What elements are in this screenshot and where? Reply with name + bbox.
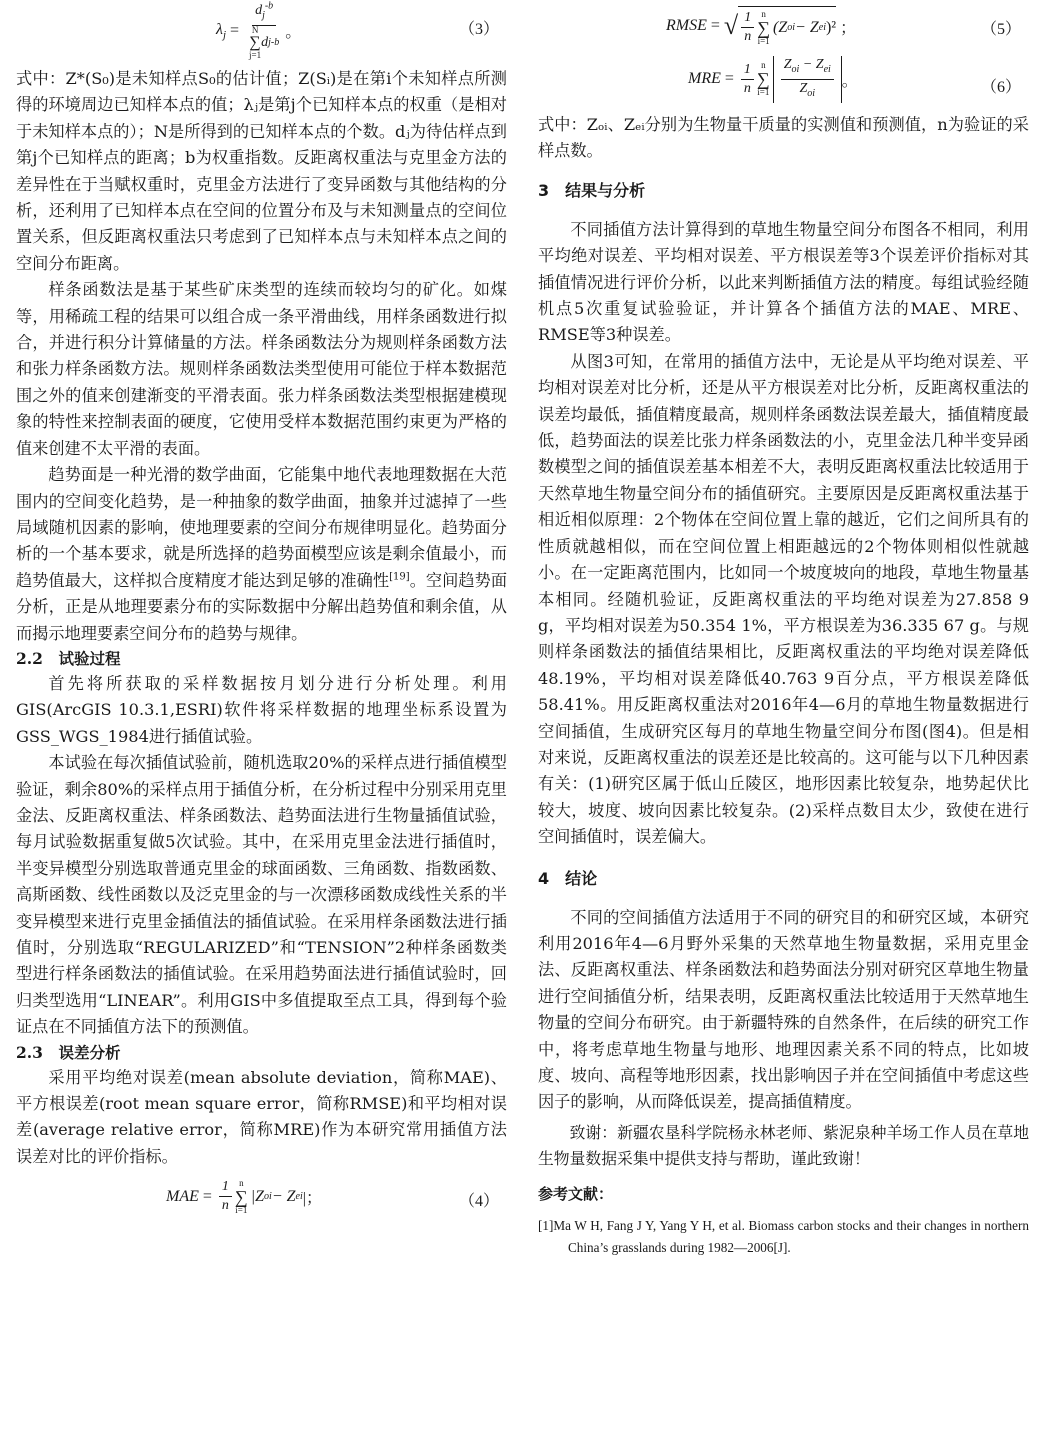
equation-3 <box>16 0 507 66</box>
paragraph-eq3-explanation: 式中：Z*(S₀)是未知样点S₀的估计值；Z(Sᵢ)是在第i个未知样点所测得的环境周边已知样本点的值；λⱼ是第j个已知样本点的权重（是相对于未知样本点的）；N是所得到的已知样本点的个数。dⱼ为待估样点到第j个已知样点的距离；b为权重指数。反距离权重法与克里金方法的差异性在于当赋权重时，克里金方法进行了变异函数与其他结构的分析，还利用了已知样本点在空间的位置分布及与未知测量点的空间位置关系，但反距离权重法只考虑到了已知样本点与未知样本点之间的空间分布距离。 <box>16 69 507 273</box>
heading-2-2: 2.2 试验过程 <box>16 648 121 668</box>
equation-4-body: MAE = $\frac{1}{n}$ n ∑ i=1 |Z oi − Z ei |； <box>166 1177 322 1215</box>
paragraph-eq-variables: 式中：Zₒᵢ、Zₑᵢ分别为生物量干质量的实测值和预测值，n为验证的采样点数。 <box>538 115 1029 161</box>
equation-4-label: （4） <box>458 1193 499 1211</box>
left-column <box>16 0 507 1226</box>
heading-2-3: 2.3 误差分析 <box>16 1042 121 1062</box>
paragraph-results-intro: 不同插值方法计算得到的草地生物量空间分布图各不相同，利用平均绝对误差、平均相对误差、平方根误差等3个误差评价指标对其插值情况进行评价分析，以此来判断插值方法的精度。每组试验经随机点5次重复试验验证，并计算各个插值方法的MAE、MRE、RMSE等3种误差。 <box>538 219 1029 345</box>
equation-5 <box>538 0 1029 56</box>
equation-3-label: （3） <box>458 21 499 38</box>
paragraph-trend-surface: 趋势面是一种光滑的数学曲面，它能集中地代表地理数据在大范围内的空间变化趋势，是一种抽象的数学曲面，抽象并过滤掉了一些局域随机因素的影响，使地理要素的空间分布规律明显化。趋势面分析的一个基本要求，就是所选择的趋势面模型应该是剩余值最小，而趋势值最大，这样拟合度精度才能达到足够的准确性[19]。空间趋势面分析，正是从地理要素分布的实际数据中分解出趋势值和剩余值，从而揭示地理要素空间分布的趋势与规律。 <box>16 465 508 643</box>
references-title: 参考文献： <box>538 1184 614 1203</box>
equation-6-label: （6） <box>980 79 1021 96</box>
right-column <box>538 0 1029 1259</box>
paragraph-data-processing: 首先将所获取的采样数据按月划分进行分析处理。利用GIS(ArcGIS 10.3.1,ESRI)软件将采样数据的地理坐标系设置为GSS_WGS_1984进行插值试验。 <box>16 673 507 746</box>
paragraph-error-metrics: 采用平均绝对误差(mean absolute deviation，简称MAE)、平方根误差(root mean square error，简称RMSE)和平均相对误差(average relative error，简称MRE)作为本研究常用插值方法误差对比的评价指标。 <box>16 1067 507 1166</box>
paragraph-spline-method: 样条函数法是基于某些矿床类型的连续而较均匀的矿化。如煤等，用稀疏工程的结果可以组合成一条平滑曲线，用样条函数进行拟合，并进行积分计算储量的方法。样条函数法分为规则样条函数方法和张力样条函数方法。规则样条函数法类型使用可能位于样本数据范围之外的值来创建渐变的平滑表面。张力样条函数法类型根据建模现象的特性来控制表面的硬度，它使用受样本数据范围约束更为严格的值来创建不太平滑的表面。 <box>16 280 507 458</box>
heading-4-conclusion: 4 结论 <box>538 868 598 888</box>
equation-6-body: MRE = $\frac{1}{n}$ n ∑ i=1 $\frac{Z_{oi} - Z_{ei}}{Z_{oi}}$ 。 <box>688 56 858 103</box>
sqrt-symbol: √ <box>723 11 739 40</box>
equation-5-body: RMSE = √ $\frac{1}{n}$ n ∑ i=1 (Z oi − Z ei )² ； <box>666 6 856 46</box>
citation-19[interactable]: [19] <box>389 571 410 583</box>
eq3-lhs: $\lambda_j$ <box>216 20 226 41</box>
paragraph-experiment-procedure: 本试验在每次插值试验前，随机选取20%的采样点进行插值模型验证，剩余80%的采样点用于插值分析，在分析过程中分别采用克里金法、反距离权重法、样条函数法、趋势面法进行生物量插值试验，每月试验数据重复做5次试验。其中，在采用克里金法进行插值时，半变异模型分别选取普通克里金的球面函数、三角函数、指数函数、高斯函数、线性函数以及泛克里金的与一次漂移函数成线性关系的半变异模型来进行克里金插值法的插值试验。在采用样条函数法进行插值时，分别选取“REGULARIZED”和“TENSION”2种样条函数类型进行样条函数法的插值试验。在采用趋势面法进行插值试验时，回归类型选用“LINEAR”。利用GIS中多值提取至点工具，得到每个验证点在不同插值方法下的预测值。 <box>16 753 507 1037</box>
equation-6 <box>538 56 1029 112</box>
equation-3-body: $\lambda_j$ = $d_j^{-b}$ N ∑ j=1 d j -b 。 <box>216 0 302 60</box>
acknowledgement: 致谢：新疆农垦科学院杨永林老师、紫泥泉种羊场工作人员在草地生物量数据采集中提供支持与帮助，谨此致谢！ <box>538 1122 1029 1169</box>
equation-4 <box>16 1170 507 1226</box>
equation-5-label: （5） <box>980 21 1021 38</box>
paragraph-conclusion: 不同的空间插值方法适用于不同的研究目的和研究区域，本研究利用2016年4—6月野外采集的天然草地生物量数据，采用克里金法、反距离权重法、样条函数法和趋势面法分别对研究区草地生物量进行空间插值分析，结果表明，反距离权重法比较适用于天然草地生物量的空间分布研究。由于新疆特殊的自然条件，在后续的研究工作中，将考虑草地生物量与地形、地理因素关系不同的特点，比如坡度、坡向、高程等地形因素，找出影响因子并在空间插值中考虑这些因子的影响，从而降低误差，提高插值精度。 <box>538 907 1029 1112</box>
eq3-fraction: $d_j^{-b}$ N ∑ j=1 d j -b <box>249 0 280 60</box>
paragraph-results-analysis: 从图3可知，在常用的插值方法中，无论是从平均绝对误差、平均相对误差对比分析，还是从平方根误差对比分析，反距离权重法的误差均最低，插值精度最高，规则样条函数法误差最大，插值精度最低，趋势面法的误差比张力样条函数法的小，克里金法几种半变异函数模型之间的插值误差基本相差不大，表明反距离权重法比较适用于天然草地生物量空间分布的插值研究。主要原因是反距离权重法基于相近相似原理：2个物体在空间位置上靠的越近，它们之间所具有的性质就越相似，而在空间位置上相距越远的2个物体则相似性就越小。在一定距离范围内，比如同一个坡度坡向的地段，草地生物量基本相同。经随机验证，反距离权重法的平均绝对误差为27.858 9 g，平均相对误差为50.354 1%，平方根误差为36.335 67 g。与规则样条函数法的插值结果相比，反距离权重法的平均绝对误差降低48.19%，平均相对误差降低40.763 9百分点，平方根误差降低58.41%。用反距离权重法对2016年4—6月的草地生物量数据进行空间插值，生成研究区每月的草地生物量空间分布图(图4)。但是相对来说，反距离权重法的误差还是比较高的。这可能与以下几种因素有关：(1)研究区属于低山丘陵区，地形因素比较复杂，地势起伏比较大，坡度、坡向因素比较复杂。(2)采样点数目太少，致使在进行空间插值时，误差偏大。 <box>538 351 1029 847</box>
reference-1: [1]Ma W H, Fang J Y, Yang Y H, et al. Biomass carbon stocks and their changes in northern China’s grasslands during 1982—2006[J]. <box>538 1217 1029 1255</box>
heading-3-results: 3 结果与分析 <box>538 180 646 200</box>
